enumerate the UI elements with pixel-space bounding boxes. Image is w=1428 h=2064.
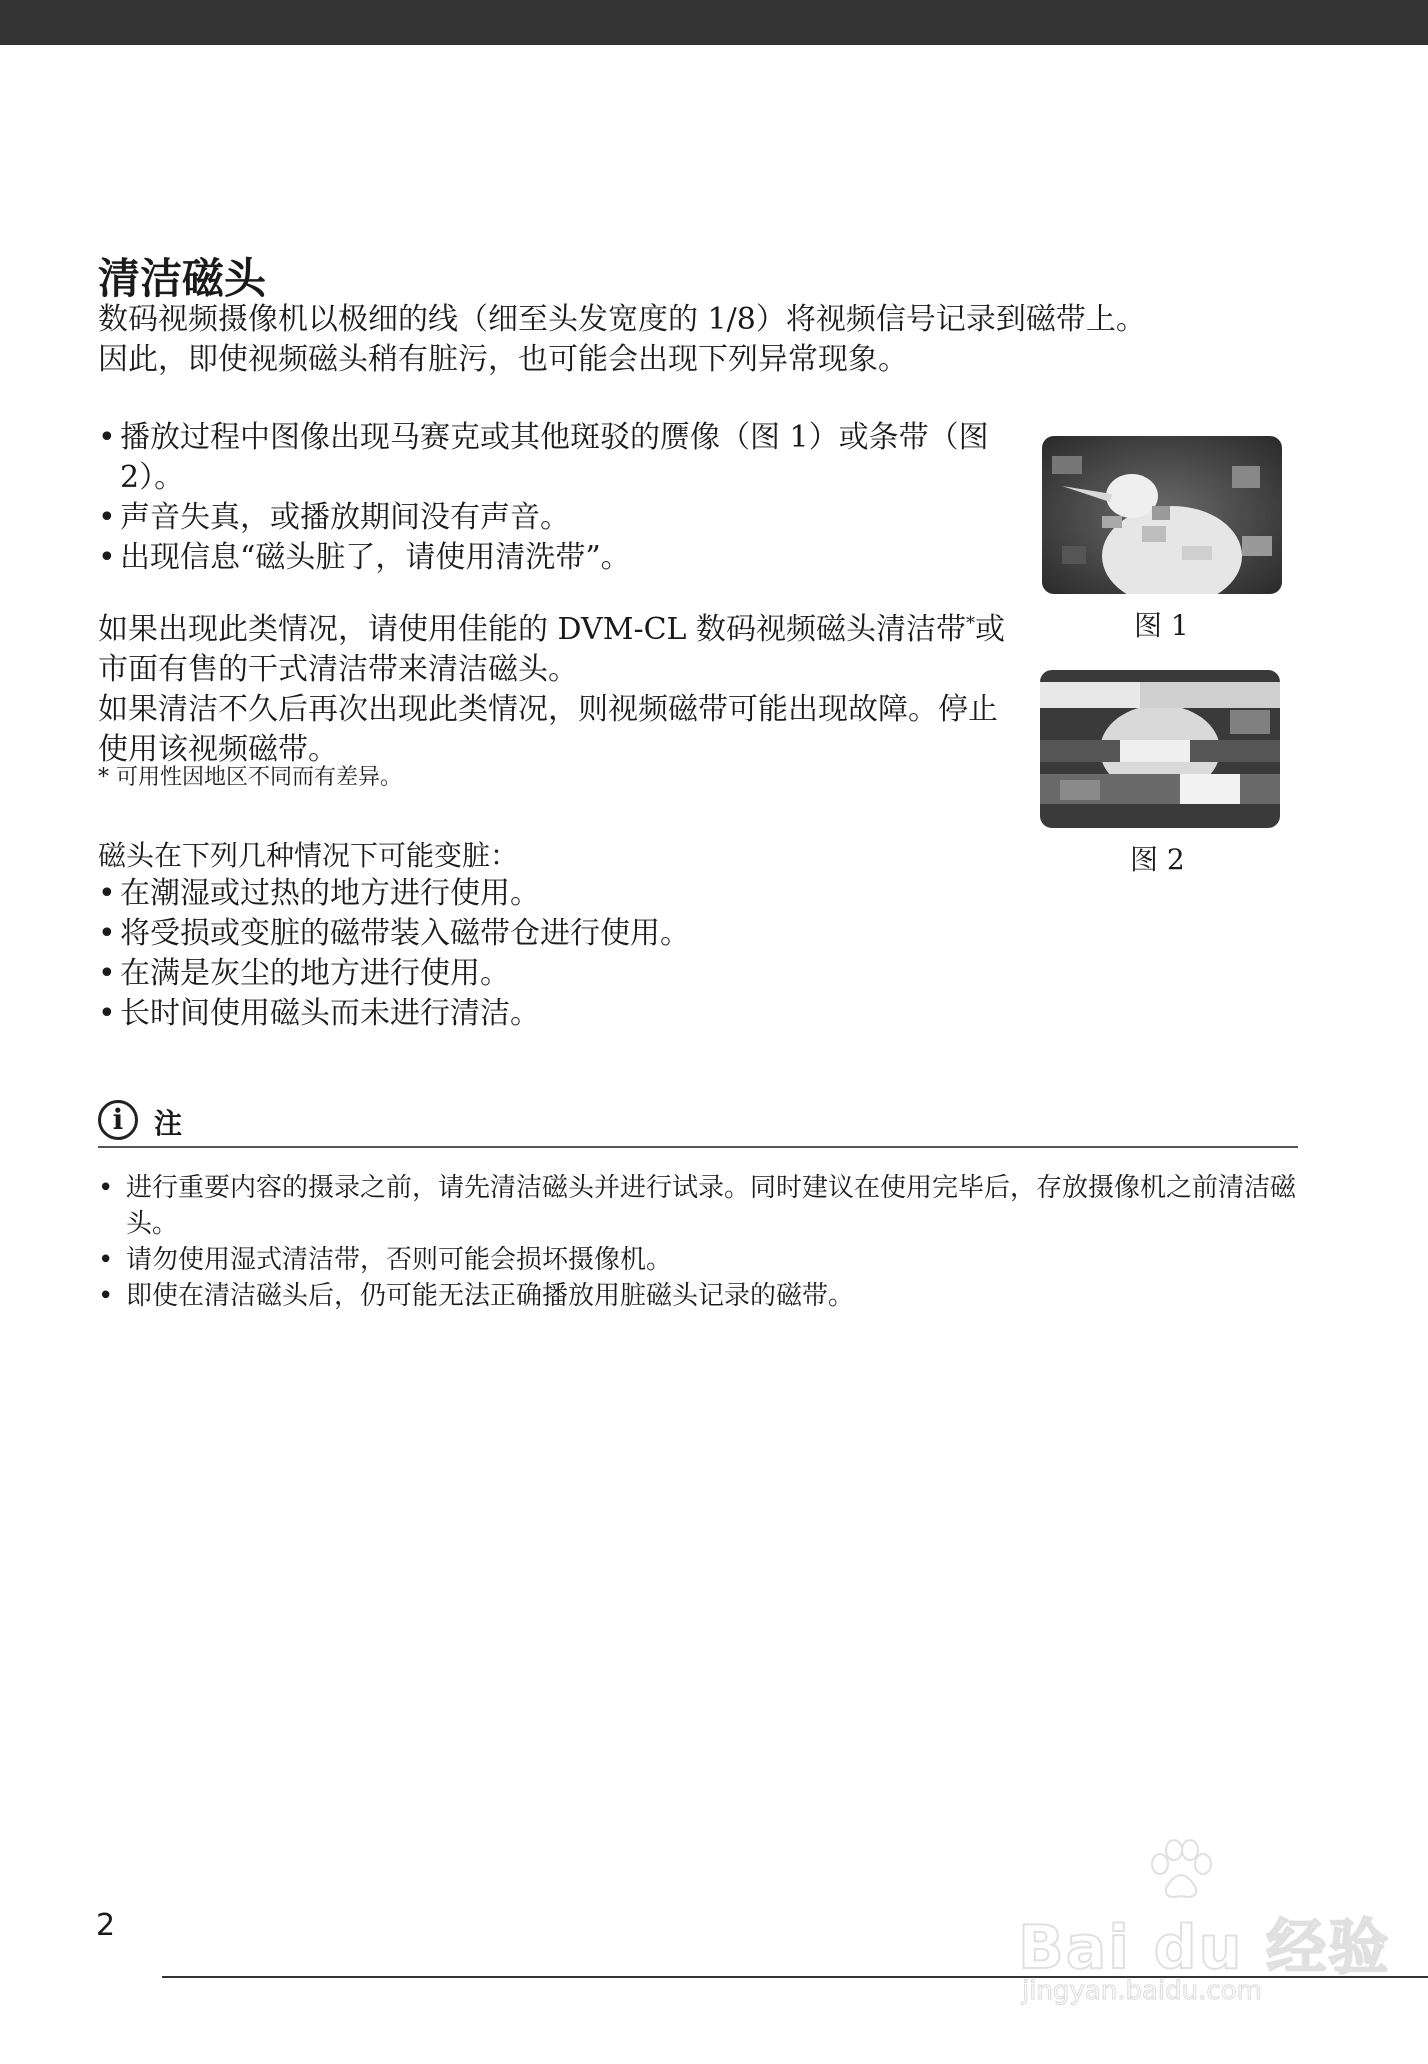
- dirty-causes-list: [98, 874, 690, 1034]
- list-item: • 在潮湿或过热的地方进行使用。: [98, 874, 690, 914]
- list-item: • 将受损或变脏的磁带装入磁带仓进行使用。: [98, 914, 690, 954]
- list-item: • 即使在清洁磁头后，仍可能无法正确播放用脏磁头记录的磁带。: [98, 1278, 1308, 1314]
- symptom-list: [98, 418, 1020, 578]
- instruction-paragraph-2: 如果清洁不久后再次出现此类情况，则视频磁带可能出现故障。停止使用该视频磁带。: [98, 692, 998, 767]
- section-title: 清洁磁头: [98, 254, 267, 303]
- top-bar: [0, 0, 1428, 45]
- paw-icon: [1146, 1838, 1216, 1902]
- footnote: * 可用性因地区不同而有差异。: [98, 765, 402, 790]
- list-item: • 请勿使用湿式清洁带，否则可能会损坏摄像机。: [98, 1242, 1308, 1278]
- list-item: • 进行重要内容的摄录之前，请先清洁磁头并进行试录。同时建议在使用完毕后，存放摄像机之前清洁磁头。: [98, 1170, 1308, 1242]
- note-title: 注: [154, 1107, 183, 1140]
- info-icon: i: [98, 1100, 138, 1140]
- intro-line-1: 数码视频摄像机以极细的线（细至头发宽度的 1/8）将视频信号记录到磁带上。: [98, 302, 1146, 337]
- watermark-url: jingyan.baidu.com: [1022, 1976, 1262, 2006]
- watermark-brand: Bai du 经验: [1018, 1913, 1391, 1983]
- baidu-watermark: [1018, 1838, 1391, 2018]
- figure-2-caption: 图 2: [1130, 843, 1185, 876]
- instruction-paragraph-1: 如果出现此类情况，请使用佳能的 DVM-CL 数码视频磁头清洁带*或市面有售的干式清洁带来清洁磁头。: [98, 612, 1005, 687]
- list-item: • 长时间使用磁头而未进行清洁。: [98, 994, 690, 1034]
- intro-line-2: 因此，即使视频磁头稍有脏污，也可能会出现下列异常现象。: [98, 342, 908, 377]
- figure-1-image: [1042, 436, 1282, 594]
- list-item: • 出现信息“磁头脏了，请使用清洗带”。: [98, 538, 1020, 578]
- list-item: • 在满是灰尘的地方进行使用。: [98, 954, 690, 994]
- page-number: 2: [96, 1908, 116, 1943]
- figure-1-caption: 图 1: [1134, 609, 1189, 642]
- footnote-mark: *: [966, 613, 975, 634]
- note-list: [98, 1170, 1308, 1314]
- note-header: [98, 1098, 1298, 1148]
- dirty-heading: 磁头在下列几种情况下可能变脏：: [98, 839, 519, 872]
- figure-2-image: [1040, 670, 1280, 828]
- list-item: • 播放过程中图像出现马赛克或其他斑驳的赝像（图 1）或条带（图 2）。: [98, 418, 1020, 498]
- list-item: • 声音失真，或播放期间没有声音。: [98, 498, 1020, 538]
- cleaning-instructions: [98, 604, 1008, 770]
